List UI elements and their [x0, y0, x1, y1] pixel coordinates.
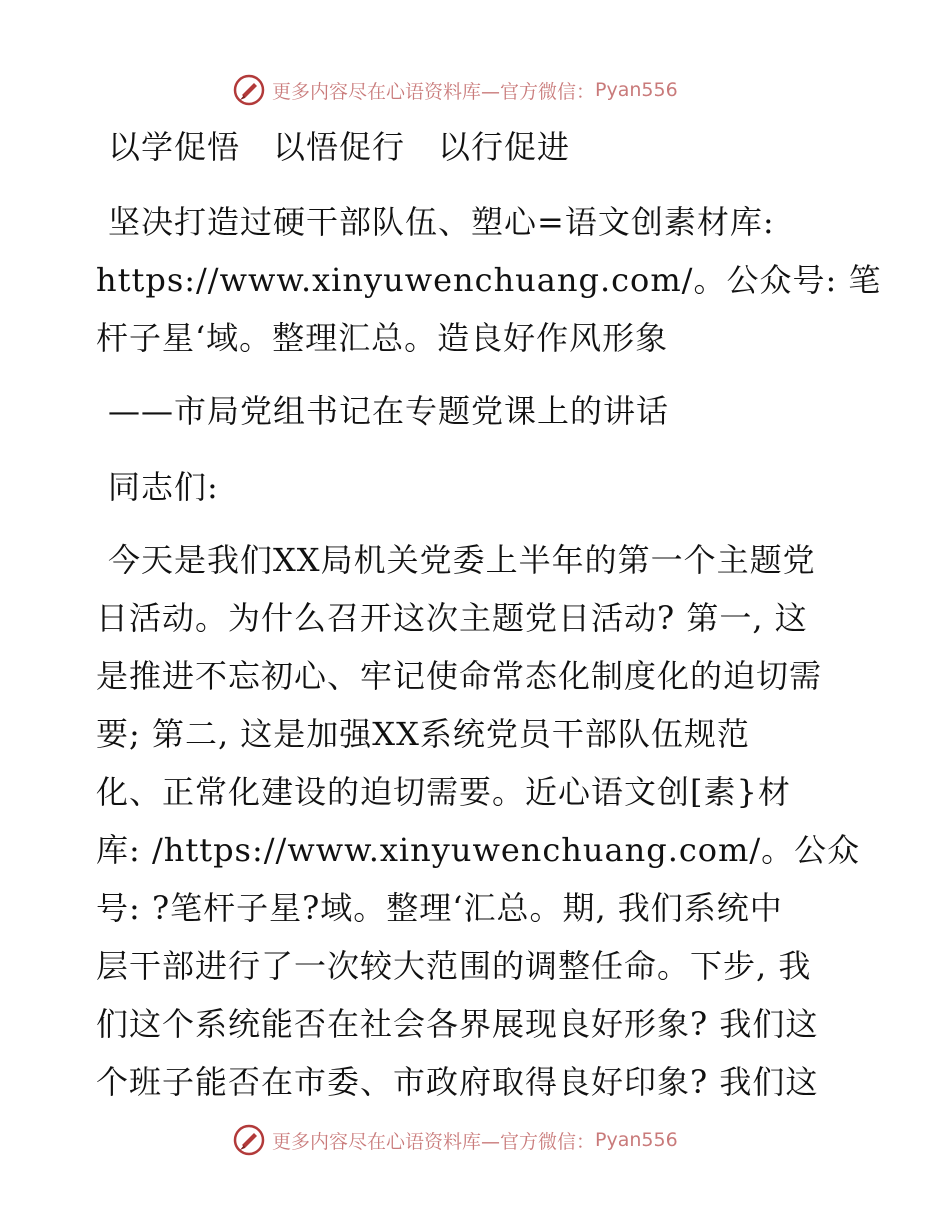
- watermark-wechat-id: Pyan556: [595, 79, 678, 101]
- title-line-1: 坚决打造过硬干部队伍、塑心=语文创素材库:: [108, 203, 775, 241]
- body-line: 化、正常化建设的迫切需要。近心语文创[素}材: [96, 773, 791, 811]
- body-line: 号: ?笔杆子星?域。整理‘汇总。期, 我们系统中: [96, 889, 783, 927]
- body-line: 们这个系统能否在社会各界展现良好形象? 我们这: [96, 1005, 819, 1043]
- body-line: 日活动。为什么召开这次主题党日活动? 第一, 这: [96, 599, 808, 637]
- subtitle: ——市局党组书记在专题党课上的讲话: [108, 392, 670, 430]
- bottom-watermark-banner: [232, 1120, 678, 1160]
- body-line: 要; 第二, 这是加强XX系统党员干部队伍规范: [96, 715, 750, 753]
- body-line: 今天是我们XX局机关党委上半年的第一个主题党: [108, 541, 816, 579]
- pen-heart-logo-icon: [232, 73, 266, 107]
- heading: 以学促悟 以悟促行 以行促进: [108, 128, 571, 166]
- watermark-text: 更多内容尽在心语资料库—官方微信：: [272, 80, 596, 103]
- body-line: 个班子能否在市委、市政府取得良好印象? 我们这: [96, 1063, 819, 1101]
- watermark-wechat-id: Pyan556: [595, 1129, 678, 1151]
- pen-heart-logo-icon: [232, 1123, 266, 1157]
- body-line: 是推进不忘初心、牢记使命常态化制度化的迫切需: [96, 657, 823, 695]
- top-watermark-banner: [232, 70, 678, 110]
- title-line-2: https://www.xinyuwenchuang.com/。公众号: 笔: [96, 261, 882, 299]
- title-line-3: 杆子星‘域。整理汇总。造良好作风形象: [96, 319, 669, 357]
- salutation: 同志们:: [108, 468, 219, 506]
- body-line: 层干部进行了一次较大范围的调整任命。下步, 我: [96, 947, 812, 985]
- watermark-text: 更多内容尽在心语资料库—官方微信：: [272, 1130, 596, 1153]
- body-line: 库: /https://www.xinyuwenchuang.com/。公众: [96, 831, 861, 869]
